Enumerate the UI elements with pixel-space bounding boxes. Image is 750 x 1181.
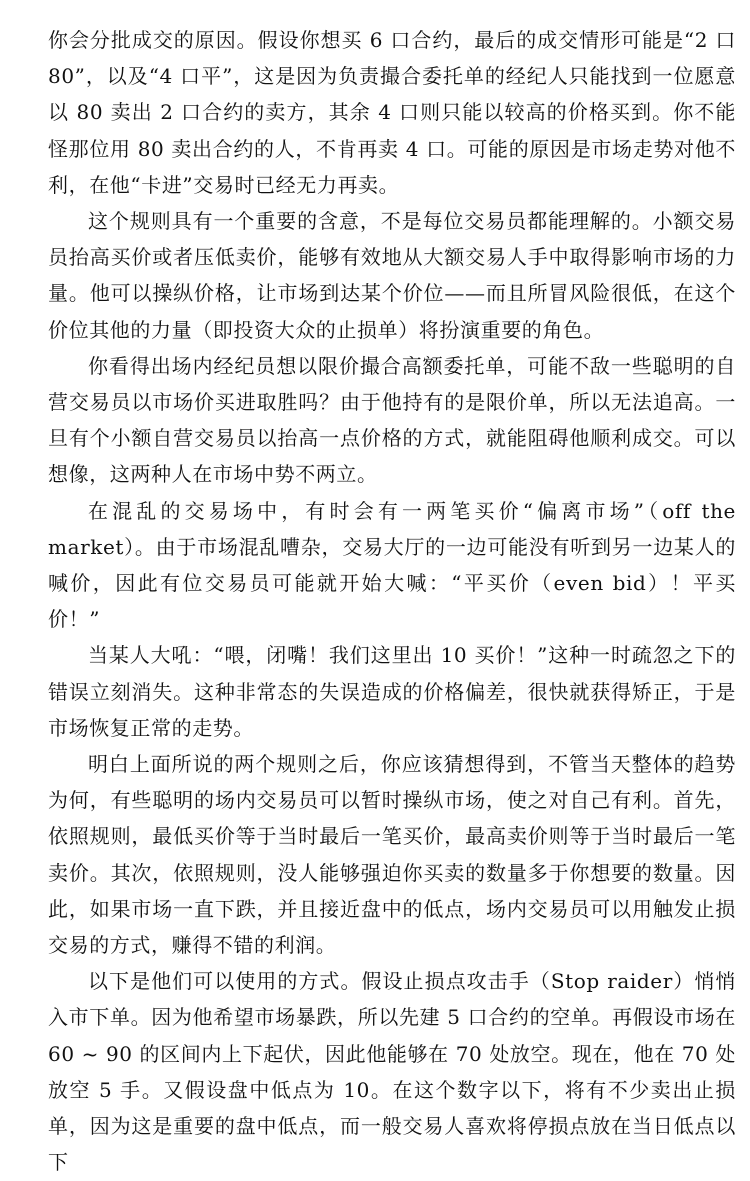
paragraph-4: 在混乱的交易场中，有时会有一两笔买价“偏离市场”（off the market）。由于市场混乱嘈杂，交易大厅的一边可能没有听到另一边某人的喊价，因此有位交易员可能就开始大喊：“平买价（even bid）！平买价！” xyxy=(48,498,736,632)
paragraph-6: 明白上面所说的两个规则之后，你应该猜想得到，不管当天整体的趋势为何，有些聪明的场内交易员可以暂时操纵市场，使之对自己有利。首先，依照规则，最低买价等于当时最后一笔买价，最高卖价则等于当时最后一笔卖价。其次，依照规则，没人能够强迫你买卖的数量多于你想要的数量。因此，如果市场一直下跌，并且接近盘中的低点，场内交易员可以用触发止损交易的方式，赚得不错的利润。 xyxy=(48,752,736,958)
paragraph-5: 当某人大吼：“喂，闭嘴！我们这里出 10 买价！”这种一时疏忽之下的错误立刻消失。这种非常态的失误造成的价格偏差，很快就获得矫正，于是市场恢复正常的走势。 xyxy=(48,643,736,740)
paragraph-1: 你会分批成交的原因。假设你想买 6 口合约，最后的成交情形可能是“2 口 80”，以及“4 口平”，这是因为负责撮合委托单的经纪人只能找到一位愿意以 80 卖出 2 口合约的卖方，其余 4 口则只能以较高的价格买到。你不能怪那位用 80 卖出合约的人，不肯再卖 4 口。可能的原因是市场走势对他不利，在他“卡进”交易时已经无力再卖。 xyxy=(48,28,736,197)
paragraph-3: 你看得出场内经纪员想以限价撮合高额委托单，可能不敌一些聪明的自营交易员以市场价买进取胜吗？由于他持有的是限价单，所以无法追高。一旦有个小额自营交易员以抬高一点价格的方式，就能阻碍他顺利成交。可以想像，这两种人在市场中势不两立。 xyxy=(48,353,736,487)
paragraph-2: 这个规则具有一个重要的含意，不是每位交易员都能理解的。小额交易员抬高买价或者压低卖价，能够有效地从大额交易人手中取得影响市场的力量。他可以操纵价格，让市场到达某个价位——而且所冒风险很低，在这个价位其他的力量（即投资大众的止损单）将扮演重要的角色。 xyxy=(48,209,736,342)
paragraph-7: 以下是他们可以使用的方式。假设止损点攻击手（Stop raider）悄悄入市下单。因为他希望市场暴跌，所以先建 5 口合约的空单。再假设市场在 60 ~ 90 的区间内上下起伏，因此他能够在 70 处放空。现在，他在 70 处放空 5 手。又假设盘中低点为 10。在这个数字以下，将有不少卖出止损单，因为这是重要的盘中低点，而一般交易人喜欢将停损点放在当日低点以下 xyxy=(48,969,736,1175)
